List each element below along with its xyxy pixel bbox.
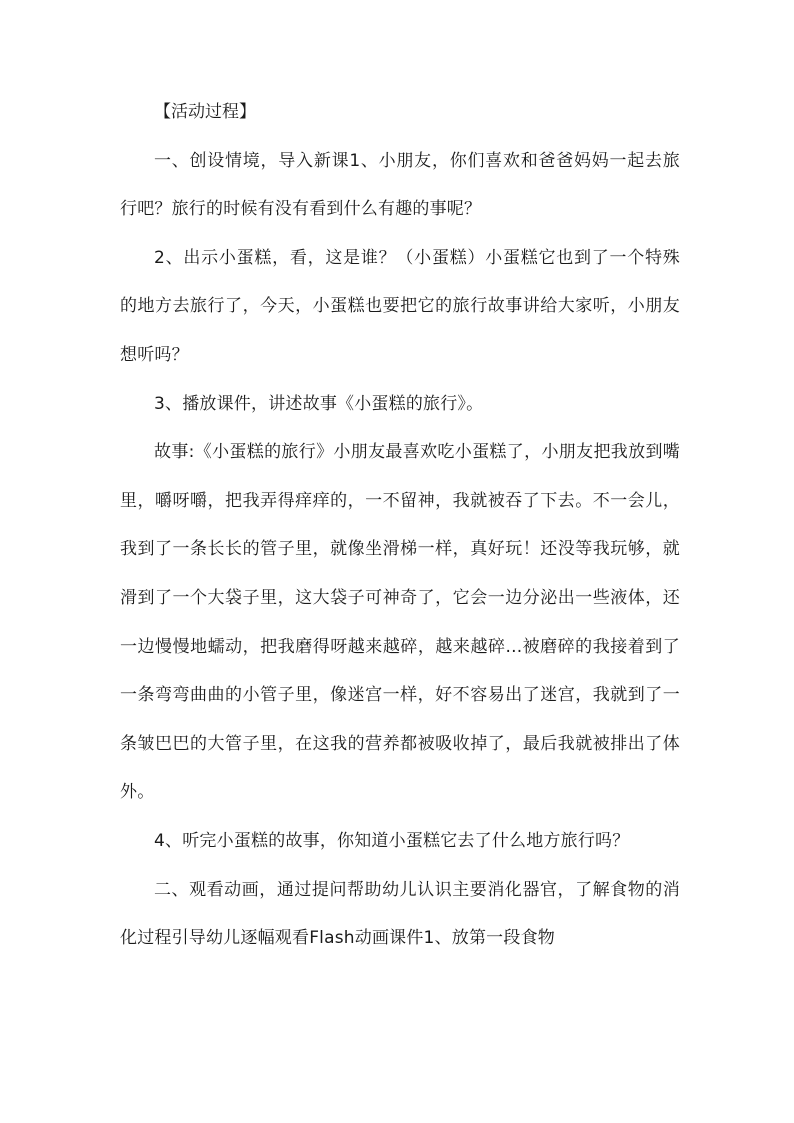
paragraph-question: 4、听完小蛋糕的故事，你知道小蛋糕它去了什么地方旅行吗？ — [154, 830, 630, 851]
paragraph-show-cake: 2、出示小蛋糕，看，这是谁？（小蛋糕）小蛋糕它也到了一个特殊的地方去旅行了，今天，小蛋糕也要把它的旅行故事讲给大家听，小朋友想听吗？ — [120, 247, 680, 365]
paragraph-intro: 一、创设情境，导入新课1、小朋友，你们喜欢和爸爸妈妈一起去旅行吧？旅行的时候有没有看到什么有趣的事呢？ — [120, 150, 680, 220]
paragraph-story: 故事:《小蛋糕的旅行》小朋友最喜欢吃小蛋糕了，小朋友把我放到嘴里，嚼呀嚼，把我弄得痒痒的，一不留神，我就被吞了下去。不一会儿，我到了一条长长的管子里，就像坐滑梯一样，真好玩！还没等我玩够，就滑到了一个大袋子里，这大袋子可神奇了，它会一边分泌出一些液体，还一边慢慢地蠕动，把我磨得呀越来越碎，越来越碎...被磨碎的我接着到了一条弯弯曲曲的小管子里，像迷宫一样，好不容易出了迷宫，我就到了一条皱巴巴的大管子里，在这我的营养都被吸收掉了，最后我就被排出了体外。 — [120, 442, 680, 803]
section-heading: 【活动过程】 — [154, 102, 256, 122]
paragraph-play-courseware: 3、播放课件，讲述故事《小蛋糕的旅行》。 — [154, 393, 484, 414]
paragraph-animation: 二、观看动画，通过提问帮助幼儿认识主要消化器官，了解食物的消化过程引导幼儿逐幅观看Flash动画课件1、放第一段食物 — [120, 879, 680, 949]
document-body — [120, 88, 680, 963]
